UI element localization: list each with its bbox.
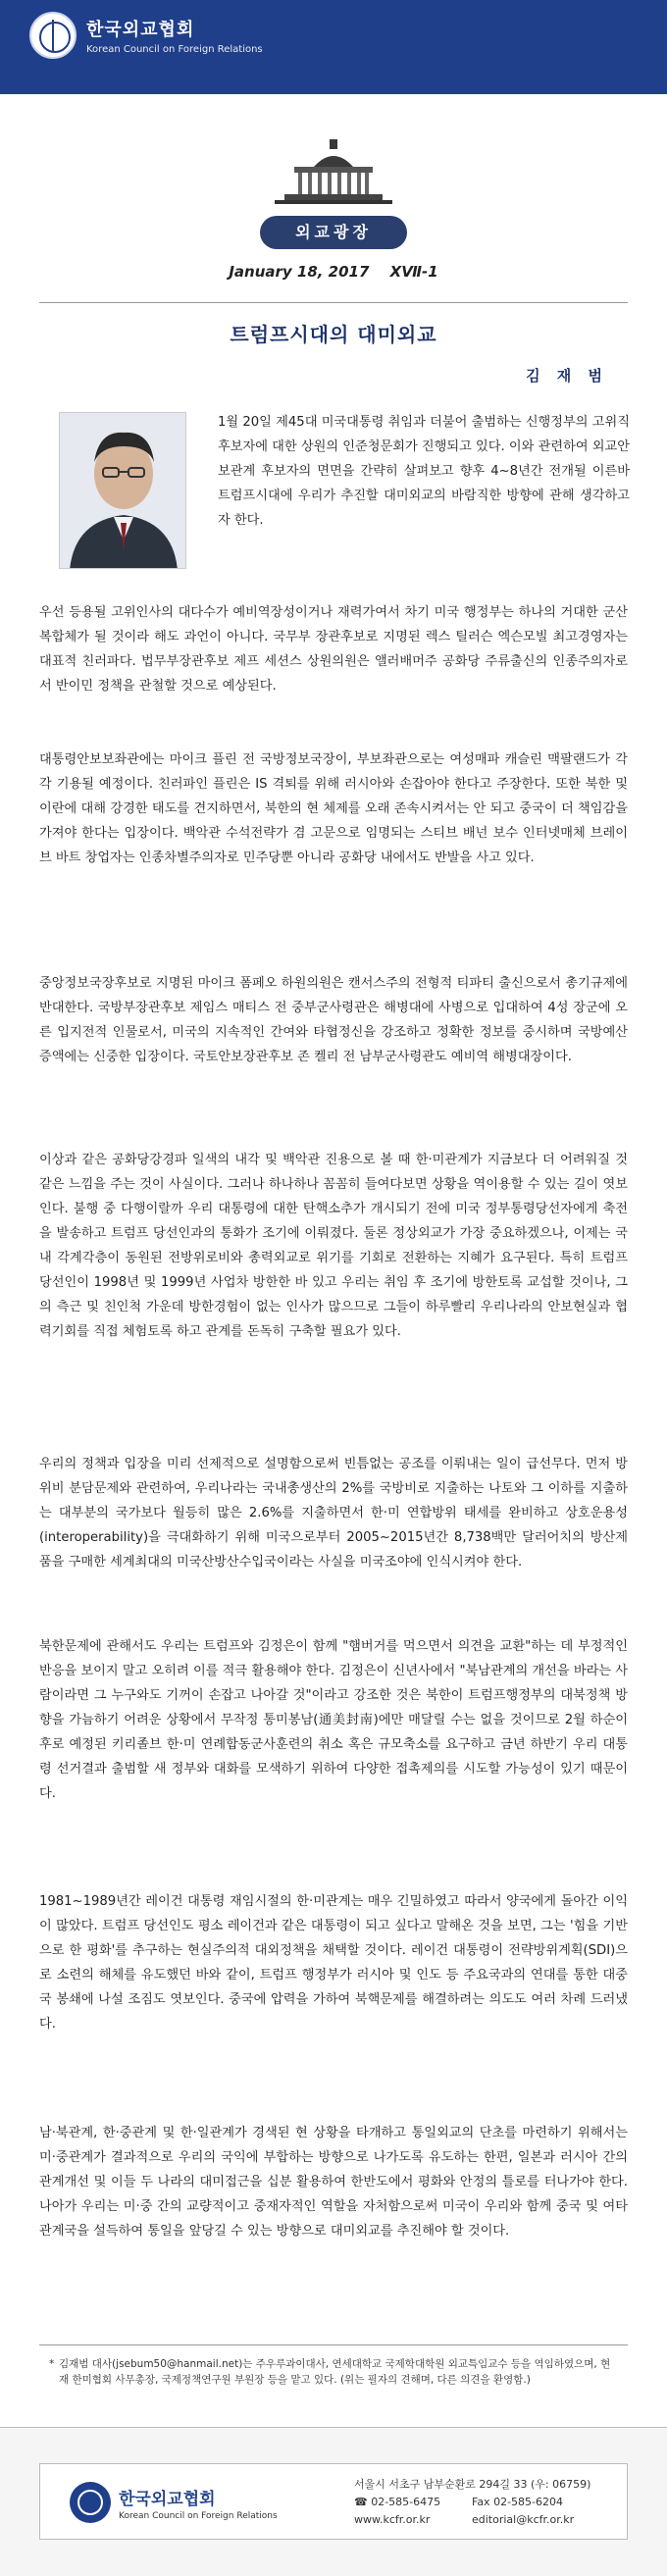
globe-emblem-icon xyxy=(70,2482,111,2523)
footer-website-link[interactable]: www.kcfr.or.kr xyxy=(354,2513,431,2526)
building-icon xyxy=(275,137,392,206)
article-paragraph: 남·북관계, 한·중관계 및 한·일관계가 경색된 현 상황을 타개하고 통일외교의 단초를 마련하기 위해서는 미·중관계가 결과적으로 우리의 국익에 부합하는 방향으로 나가도록 유도하는 한편, 일본과 러시아 간의 관계개선 및 이들 두 나라의 대미접근을 십분 활용하여 한반도에서 평화와 안정의 틀로를 터나가야 한다. 나아가 우리는 미·중 간의 교량적이고 중재자적인 역할을 자처함으로써 미국이 우리와 함께 중국 및 여타 관계국을 설득하여 통일을 앞당길 수 있는 방향으로 대미외교를 추진해야 할 것이다. xyxy=(39,2126,628,2239)
article-paragraph: 이상과 같은 공화당강경파 일색의 내각 및 백악관 진용으로 볼 때 한·미관계가 지금보다 더 어려워질 것 같은 느낌을 주는 것이 사실이다. 그러나 하나하나 꼼꼼히 들여다보면 상황을 역이용할 수 있는 길이 엿보인다. 불행 중 다행이랄까 우리 대통령에 대한 탄핵소추가 개시되기 전에 미국 정부통령당선자에게 축전을 발송하고 트럼프 당선인과의 통화가 조기에 이뤄졌다. 둘론 정상외교가 가장 중요하겠으나, 이제는 국내 각계각층이 동원된 전방위로비와 총력외교로 위기를 기회로 전환하는 지혜가 요구된다. 특히 트럼프 당선인이 1998년 및 1999년 사업차 방한한 바 있고 우리는 취임 후 조기에 방한토록 교섭할 것이나, 그의 측근 및 친인척 가운데 방한경험이 없는 인사가 많으므로 그들이 하루빨리 우리나라의 안보현실과 협력기회를 직접 체험토록 하고 관계를 돈독히 구축할 필요가 있다. xyxy=(39,1153,628,1339)
divider xyxy=(39,302,628,303)
publication-title-block xyxy=(0,137,667,281)
issue-volume: XⅦ-1 xyxy=(389,263,438,281)
article-paragraph: 중앙정보국장후보로 지명된 마이크 폼페오 하원의원은 캔서스주의 전형적 티파티 출신으로서 총기규제에 반대한다. 국방부장관후보 제임스 매티스 전 중부군사령관은 해병대에 사병으로 입대하여 4성 장군에 오른 입지전적 인물로서, 미국의 지속적인 간여와 타협정신을 강조하고 정확한 정보를 중시하며 국방예산 증액에는 신중한 입장이다. 국토안보장관후보 존 켈리 전 남부군사령관도 예비역 해병대장이다. xyxy=(39,976,628,1064)
footer-logo xyxy=(70,2482,278,2523)
globe-emblem-icon xyxy=(29,12,77,59)
org-name-ko: 한국외교협회 xyxy=(86,20,195,40)
article-paragraph: 우리의 정책과 입장을 미리 선제적으로 설명함으로써 빈틈없는 공조를 이뤄내는 일이 급선무다. 먼저 방위비 분담문제와 관련하여, 우리나라는 국내총생산의 2%를 국방비로 지출하는 나토와 그 이하를 지출하는 대부분의 국가보다 월등히 많은 2.6%를 지출하면서 한·미 연합방위 태세를 완비하고 상호운용성(interoperability)을 극대화하기 위해 미국으로부터 2005~2015년간 8,738백만 달러어치의 방산제품을 구매한 세계최대의 미국산방산수입국이라는 사실을 미국조야에 인식시켜야 한다. xyxy=(39,1457,628,1570)
article-paragraph: 1981~1989년간 레이건 대통령 재임시절의 한·미관계는 매우 긴밀하였고 따라서 양국에게 돌아간 이익이 많았다. 트럼프 당선인도 평소 레이건과 같은 대통령이 되고 싶다고 말해온 것을 보면, 그는 '힘을 기반으로 한 평화'를 추구하는 현실주의적 대외정책을 채택할 것이다. 레이건 대통령이 전략방위계획(SDI)으로 소련의 해체를 유도했던 바와 같이, 트럼프 행정부가 러시아 및 인도 등 주요국과의 연대를 통한 대중국 봉쇄에 나설 조짐도 엿보인다. 중국에 압력을 가하여 북핵문제를 해결하려는 의도도 여러 차례 드러냈다. xyxy=(39,1894,628,2032)
footer-contact xyxy=(354,2476,590,2529)
article-author: 김 재 범 xyxy=(526,367,608,385)
publication-title: 외교광장 xyxy=(260,216,407,249)
org-name-en: Korean Council on Foreign Relations xyxy=(86,44,263,55)
footer-org-name-ko: 한국외교협회 xyxy=(119,2489,216,2509)
author-photo xyxy=(59,412,186,569)
divider xyxy=(39,2344,628,2345)
article-paragraph: 대통령안보보좌관에는 마이크 플린 전 국방정보국장이, 부보좌관으로는 여성매파 캐슬린 맥팔랜드가 각각 기용될 예정이다. 친러파인 플린은 IS 격퇴를 위해 러시아와 손잡아야 한다고 주장한다. 또한 북한 및 이란에 대해 강경한 태도를 견지하면서, 북한의 현 체제를 오래 존속시켜서는 안 되고 중국이 더 책임감을 가져야 한다는 입장이다. 백악관 수석전략가 겸 고문으로 임명되는 스티브 배넌 보수 인터넷매체 브레이브 바트 창업자는 인종차별주의자로 민주당뿐 아니라 공화당 내에서도 반발을 사고 있다. xyxy=(39,752,628,865)
footer-email-link[interactable]: editorial@kcfr.or.kr xyxy=(472,2513,575,2526)
fax-label: Fax xyxy=(472,2496,490,2508)
phone-icon: ☎ xyxy=(354,2496,368,2508)
header-banner xyxy=(0,0,667,94)
article-title: 트럼프시대의 대미외교 xyxy=(230,323,437,346)
footer-phone: 02-585-6475 xyxy=(371,2496,441,2508)
article-paragraph: 북한문제에 관해서도 우리는 트럼프와 김정은이 함께 "햄버거를 먹으면서 의견을 교환"하는 데 부정적인 반응을 보이지 말고 오히려 이를 적극 활용해야 한다. 김정은이 신년사에서 "북남관계의 개선을 바라는 사람이라면 그 누구와도 기꺼이 손잡고 나아갈 것"이라고 강조한 것은 북한이 트럼프행정부의 대북정책 방향을 가늠하기 어려운 상황에서 무작정 통미봉남(通美封南)에만 매달릴 수는 없을 것이므로 2월 하순이후로 예정된 키리졸브 한·미 연례합동군사훈련의 취소 혹은 규모축소를 요구하고 금년 하반기 우리 대통령 선거결과 출범할 새 정부와 대화를 모색하기 위하여 다양한 접촉제의를 시도할 가능성이 있기 때문이다. xyxy=(39,1639,628,1801)
org-logo xyxy=(29,12,263,59)
footer-fax: 02-585-6204 xyxy=(493,2496,564,2508)
issue-line xyxy=(0,263,667,281)
article-paragraph: 1월 20일 제45대 미국대통령 취임과 더불어 출범하는 신행정부의 고위직후보자에 대한 상원의 인준청문회가 진행되고 있다. 이와 관련하여 외교안보관계 후보자의 면면을 간략히 살펴보고 향후 4~8년간 전개될 이른바 트럼프시대에 우리가 추진할 대미외교의 바람직한 방향에 관해 생각하고자 한다. xyxy=(218,415,630,528)
author-footnote: * 김재범 대사(jsebum50@hanmail.net)는 주우루과이대사, 연세대학교 국제학대학원 외교특임교수 등을 역임하였으며, 현재 한미협회 사무총장, 국제정책연구원 부원장 등을 맡고 있다. (위는 필자의 견해며, 다른 의견을 환영함.) xyxy=(49,2356,618,2388)
footer-org-name-en: Korean Council on Foreign Relations xyxy=(119,2510,278,2521)
article-paragraph: 우선 등용될 고위인사의 대다수가 예비역장성이거나 재력가여서 차기 미국 행정부는 하나의 거대한 군산복합체가 될 것이라 해도 과언이 아니다. 국무부 장관후보로 지명된 렉스 틸러슨 엑슨모빌 최고경영자는 대표적 친러파다. 법무부장관후보 제프 세션스 상원의원은 앨러배머주 공화당 주류출신의 인종주의자로서 반이민 정책을 관철할 것으로 예상된다. xyxy=(39,605,628,694)
footer-box xyxy=(39,2463,628,2540)
footer-address: 서울시 서초구 남부순환로 294길 33 (우: 06759) xyxy=(354,2478,591,2491)
footer xyxy=(0,2427,667,2576)
issue-date: January 18, 2017 xyxy=(229,263,370,281)
